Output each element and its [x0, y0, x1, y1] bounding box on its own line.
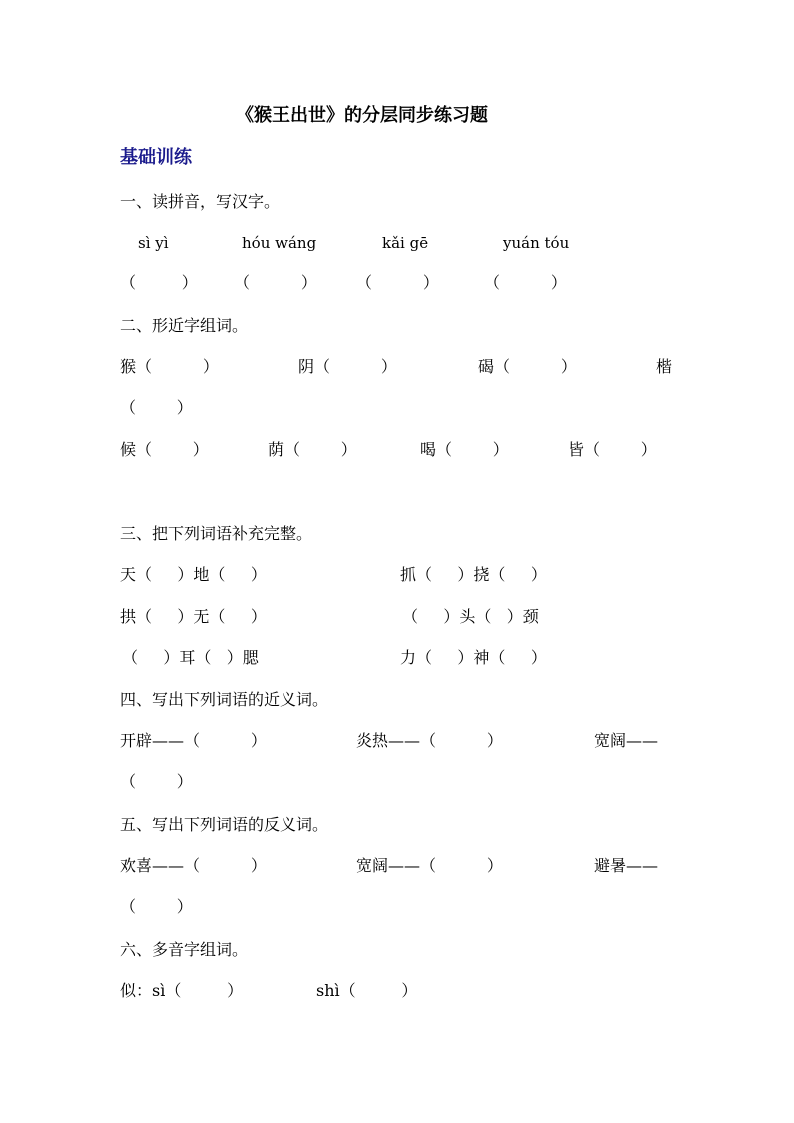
q2-item-7: 喝（ ） — [420, 440, 509, 459]
q1-blank-1: （ ） — [120, 273, 198, 292]
q1-heading: 一、读拼音，写汉字。 — [120, 192, 281, 211]
q3-item-6: 力（ ）神（ ） — [400, 648, 547, 667]
page-title: 《猴王出世》的分层同步练习题 — [236, 105, 488, 126]
q5-item-1: 欢喜——（ ） — [120, 856, 267, 875]
q1-pinyin-2: hóu wáng — [242, 234, 317, 252]
q2-item-4: 楷 — [656, 357, 673, 376]
q4-item-3-cont: （ ） — [120, 772, 193, 791]
q2-heading: 二、形近字组词。 — [120, 316, 249, 335]
q3-item-5: （ ）耳（ ）腮 — [122, 648, 259, 667]
q3-item-2: 抓（ ）挠（ ） — [400, 565, 547, 584]
q6-item-2: shì（ ） — [316, 981, 418, 1000]
q3-item-4: （ ）头（ ）颈 — [402, 607, 539, 626]
q2-item-8: 皆（ ） — [568, 440, 657, 459]
q2-item-6: 荫（ ） — [268, 440, 357, 459]
q4-heading: 四、写出下列词语的近义词。 — [120, 690, 329, 709]
q1-pinyin-3: kǎi gē — [382, 234, 429, 252]
q2-item-2: 阴（ ） — [298, 357, 397, 376]
q4-item-1: 开辟——（ ） — [120, 731, 267, 750]
q2-item-4-cont: （ ） — [120, 398, 193, 417]
q1-pinyin-4: yuán tóu — [503, 234, 570, 252]
q2-item-5: 候（ ） — [120, 440, 209, 459]
q5-item-3-cont: （ ） — [120, 897, 193, 916]
q2-item-1: 猴（ ） — [120, 357, 219, 376]
section-heading: 基础训练 — [120, 147, 192, 168]
q1-blank-3: （ ） — [356, 273, 439, 292]
q1-pinyin-1: sì yì — [138, 234, 169, 252]
q3-item-1: 天（ ）地（ ） — [120, 565, 267, 584]
q4-item-2: 炎热——（ ） — [356, 731, 503, 750]
q1-blank-4: （ ） — [484, 273, 567, 292]
q4-item-3: 宽阔—— — [594, 731, 659, 750]
q5-item-2: 宽阔——（ ） — [356, 856, 503, 875]
q5-item-3: 避暑—— — [594, 856, 659, 875]
q3-heading: 三、把下列词语补充完整。 — [120, 524, 313, 543]
q1-blank-2: （ ） — [234, 273, 317, 292]
q3-item-3: 拱（ ）无（ ） — [120, 607, 267, 626]
q2-item-3: 碣（ ） — [478, 357, 577, 376]
q6-heading: 六、多音字组词。 — [120, 940, 249, 959]
q5-heading: 五、写出下列词语的反义词。 — [120, 815, 329, 834]
q6-item-1: 似：sì（ ） — [120, 981, 244, 1000]
